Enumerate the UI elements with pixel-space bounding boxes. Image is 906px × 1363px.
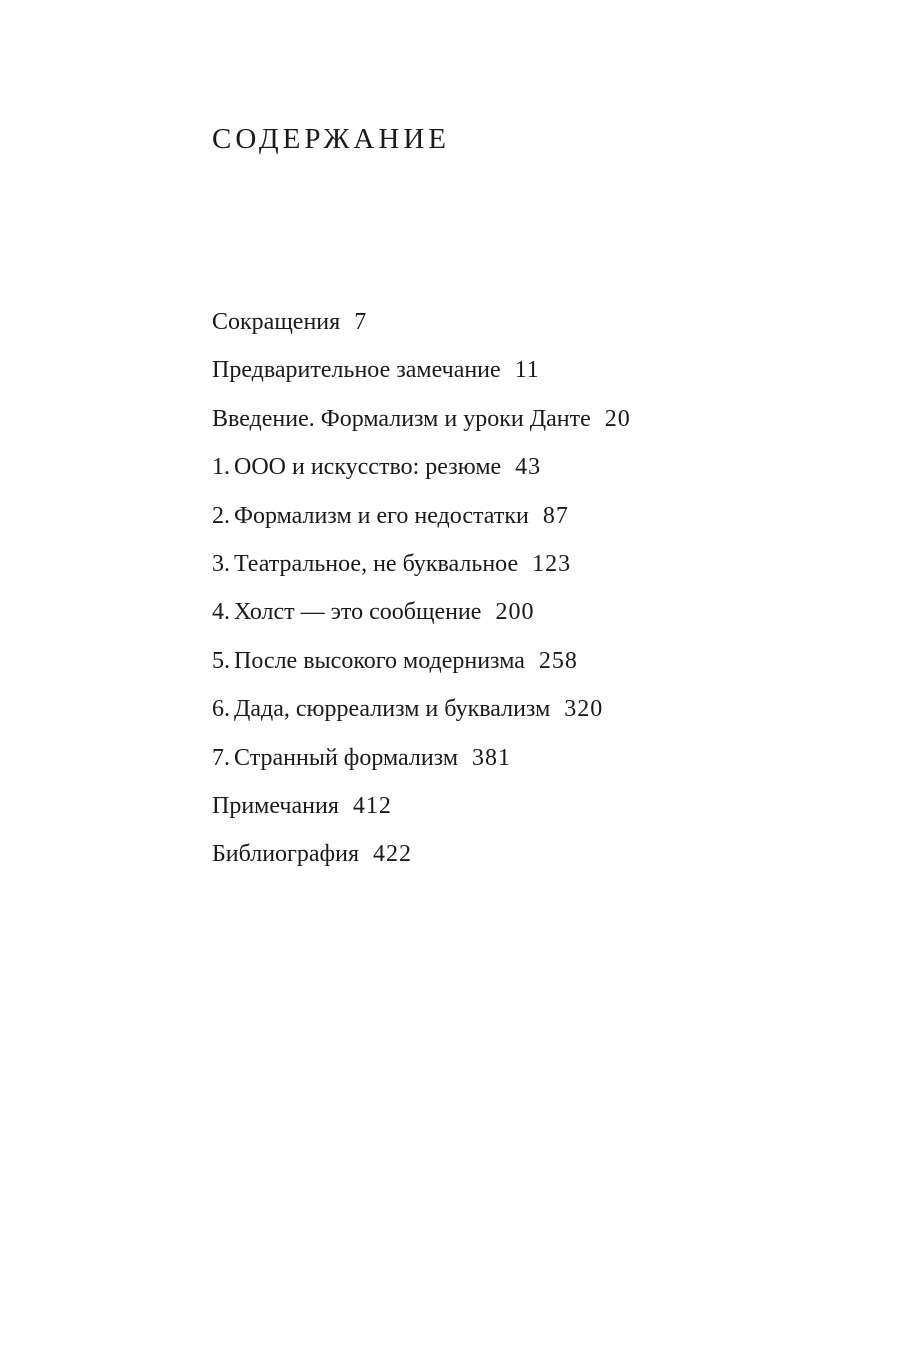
toc-entry-page: 7	[354, 309, 368, 335]
toc-entry-title: Примечания	[212, 792, 339, 819]
toc-entry-title: Странный формализм	[234, 744, 459, 771]
toc-entry-title: Библиография	[212, 841, 359, 868]
toc-entry-number: 7.	[212, 744, 230, 771]
toc-entry-page: 422	[373, 841, 412, 868]
toc-entry-page: 11	[514, 357, 540, 384]
toc-entry-number: 2.	[212, 502, 230, 529]
toc-entry-title: Дада, сюрреализм и буквализм	[234, 696, 551, 723]
toc-entry-title: ООО и искусство: резюме	[234, 454, 502, 481]
toc-entry	[212, 546, 631, 594]
toc-entry-page: 20	[604, 405, 631, 432]
toc-entry-number: 4.	[212, 599, 230, 626]
toc-entry-title: Введение. Формализм и уроки Данте	[212, 405, 591, 432]
toc-entry	[212, 740, 631, 788]
toc-entry-page: 258	[538, 647, 578, 674]
toc-entry-page: 87	[542, 502, 569, 529]
toc-entry-title: После высокого модернизма	[234, 647, 525, 674]
toc-entry-number: 6.	[212, 696, 230, 723]
toc-entry-page: 320	[564, 696, 604, 723]
toc-entry	[212, 352, 631, 400]
toc-entry-page: 43	[515, 454, 542, 481]
toc-entry	[212, 788, 631, 836]
toc-entry-title: Предварительное замечание	[212, 357, 501, 384]
toc-entry	[212, 304, 631, 352]
toc-entry-page: 381	[472, 744, 512, 771]
toc-entry	[212, 836, 631, 884]
toc-entry	[212, 498, 631, 546]
table-of-contents	[212, 304, 631, 885]
toc-entry-title: Холст — это сообщение	[234, 599, 482, 626]
toc-entry-title: Формализм и его недостатки	[234, 502, 529, 529]
toc-entry	[212, 449, 631, 497]
toc-entry-number: 3.	[212, 550, 230, 577]
page-title: СОДЕРЖАНИЕ	[212, 123, 450, 155]
toc-entry	[212, 643, 631, 691]
toc-entry-title: Театральное, не буквальное	[234, 550, 519, 577]
toc-entry-page: 200	[495, 599, 535, 626]
toc-entry-page: 412	[352, 792, 392, 819]
toc-entry-number: 1.	[212, 454, 230, 481]
toc-entry-number: 5.	[212, 647, 230, 674]
toc-entry	[212, 594, 631, 642]
toc-entry-title: Сокращения	[212, 309, 341, 335]
toc-entry-page: 123	[532, 550, 572, 577]
toc-entry	[212, 691, 631, 739]
toc-entry	[212, 401, 631, 449]
